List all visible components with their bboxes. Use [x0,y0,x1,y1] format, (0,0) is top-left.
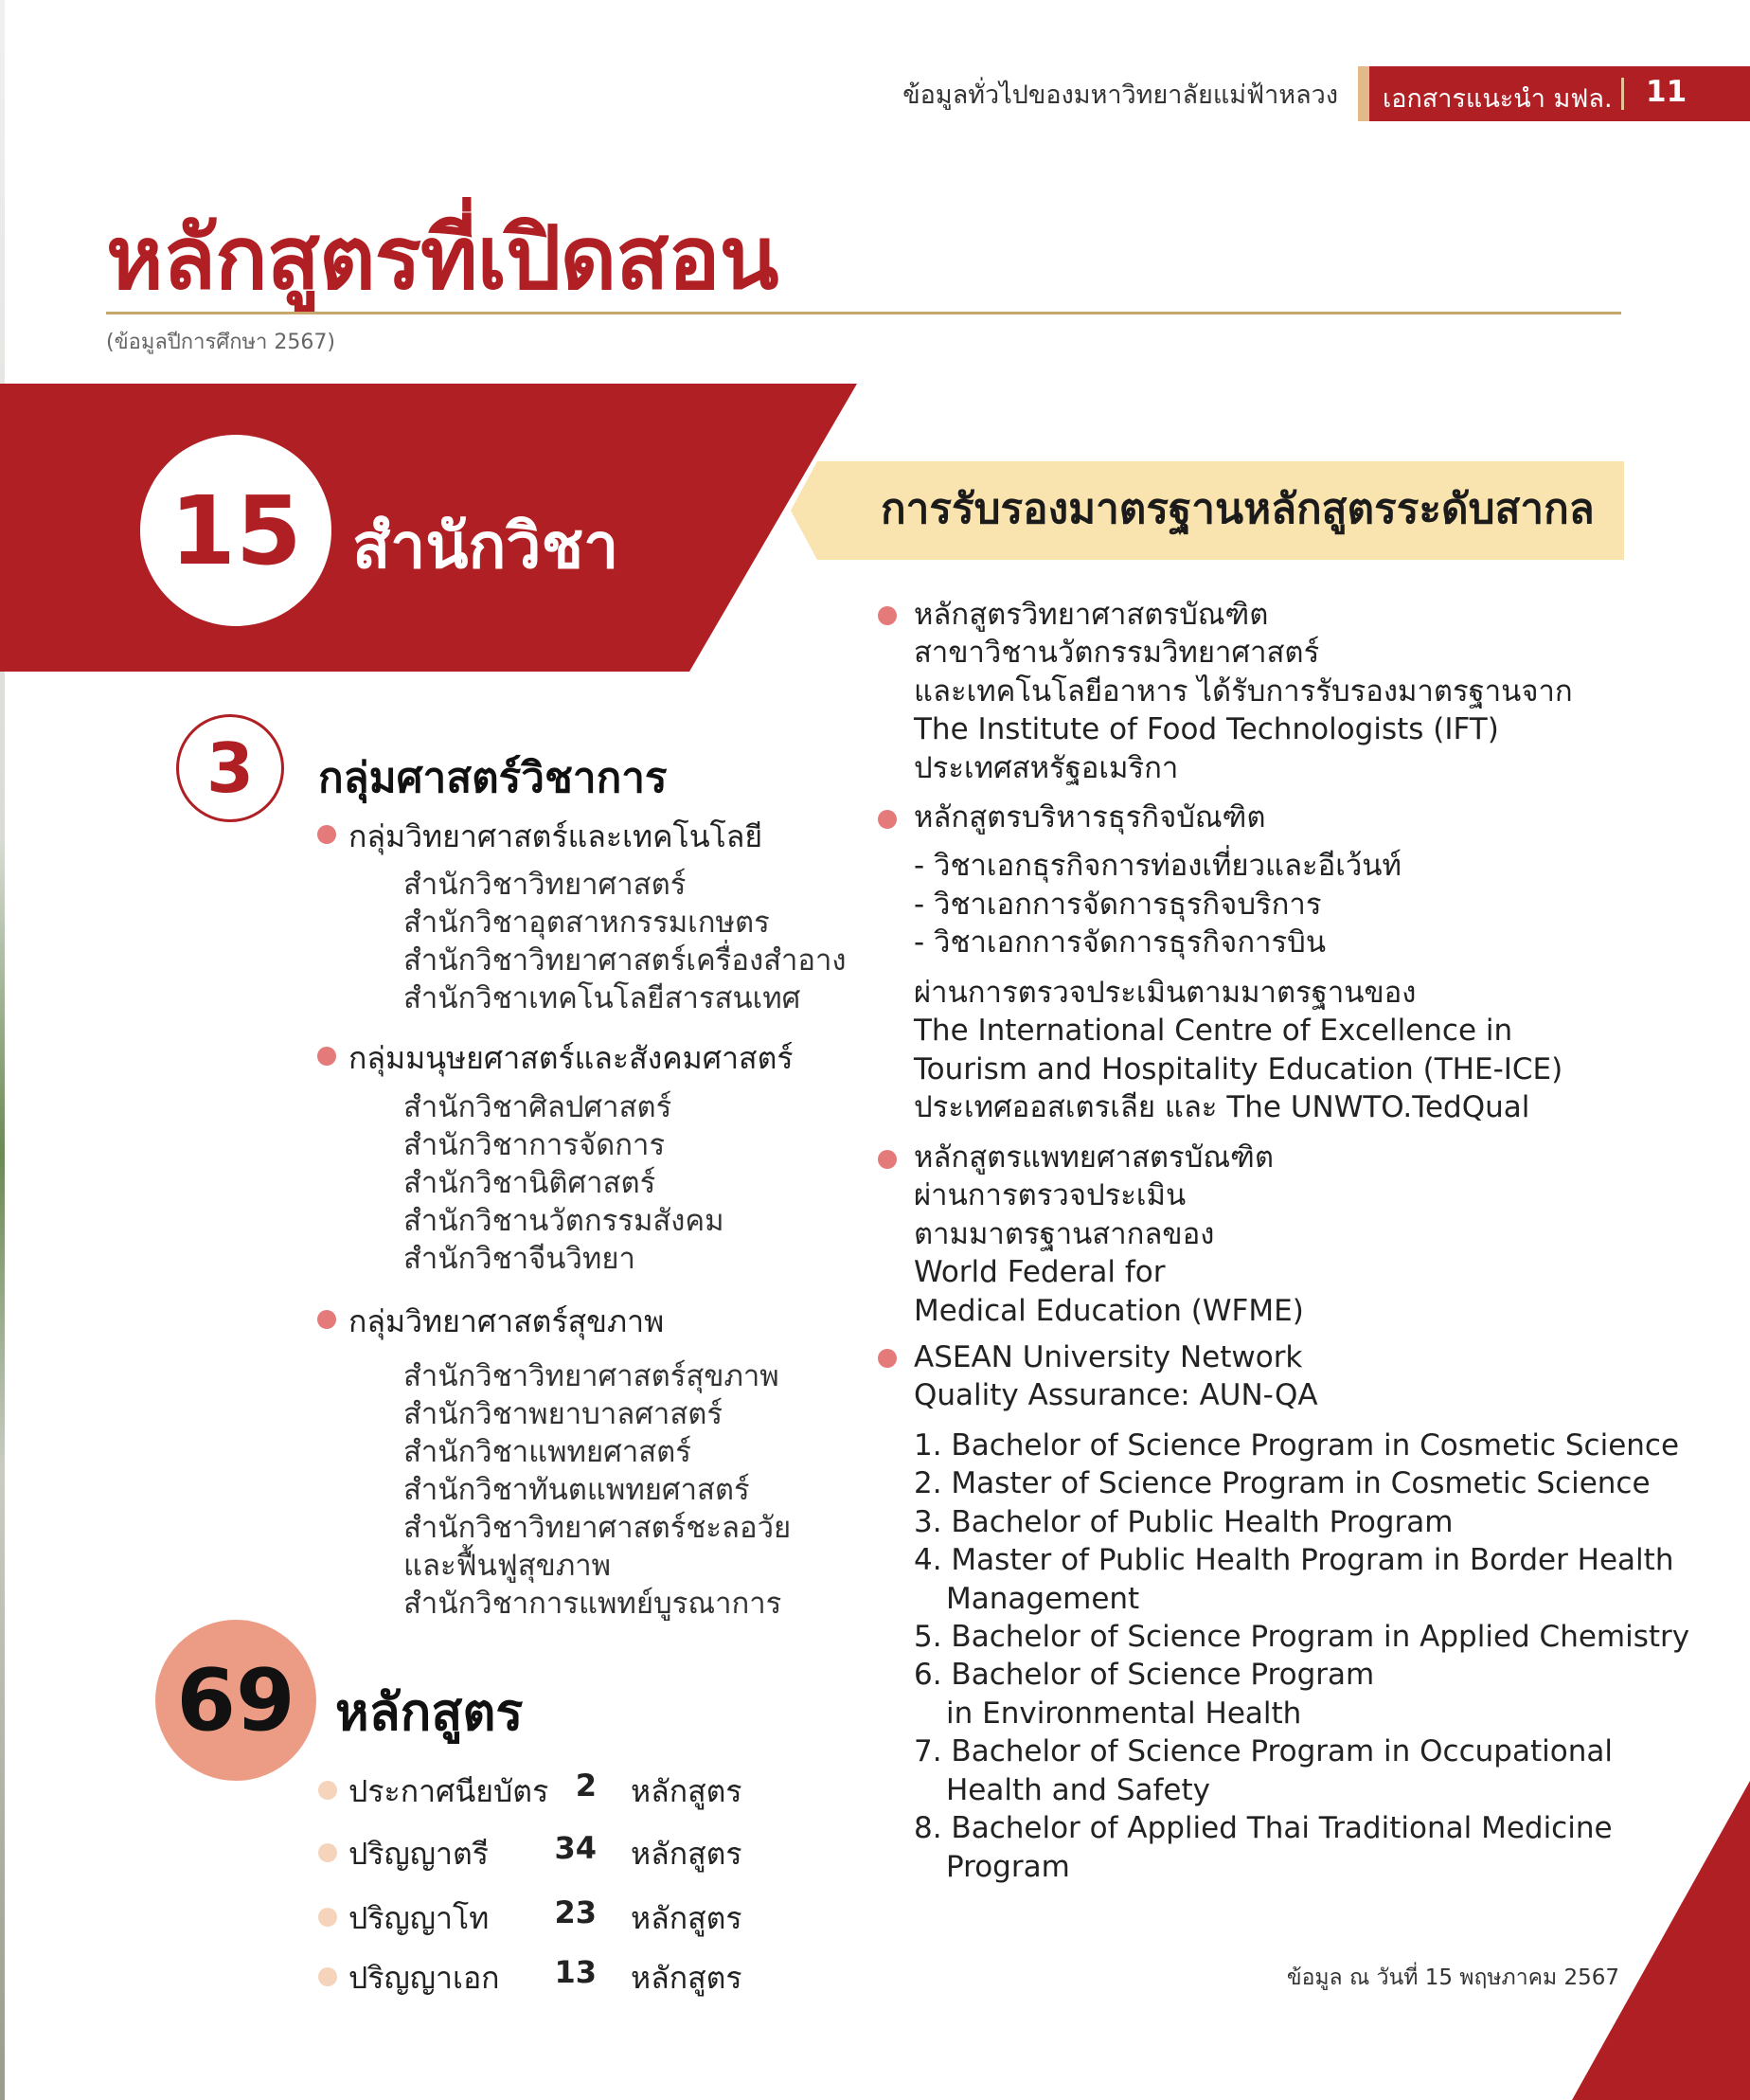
bullet-icon [318,1781,337,1800]
degree-level-name: ปริญญาโท [348,1900,490,1936]
school-item: สำนักวิชาแพทยศาสตร์ [403,1435,691,1469]
header-separator [1621,78,1624,110]
bullet-icon [878,606,897,625]
group-name: กลุ่มวิทยาศาสตร์และเทคโนโลยี [348,818,763,854]
bullet-icon [318,1967,337,1986]
school-item: สำนักวิชาพยาบาลศาสตร์ [403,1397,723,1431]
degree-level-name: ประกาศนียบัตร [348,1773,549,1809]
group-name: กลุ่มวิทยาศาสตร์สุขภาพ [348,1303,665,1339]
aun-program-item: 3. Bachelor of Public Health Program [914,1505,1454,1539]
major-item: - วิชาเอกธุรกิจการท่องเที่ยวและอีเว้นท์ [914,849,1402,883]
accreditation-text: สาขาวิชานวัตกรรมวิทยาศาสตร์ [914,636,1320,670]
programs-label: หลักสูตร [335,1682,524,1742]
school-item: สำนักวิชาจีนวิทยา [403,1242,635,1276]
aun-program-item: 2. Master of Science Program in Cosmetic Science [914,1466,1651,1500]
school-item: สำนักวิชาอุตสาหกรรมเกษตร [403,906,770,940]
school-item: สำนักวิชาวิทยาศาสตร์ชะลอวัย [403,1511,792,1545]
accreditation-text: The International Centre of Excellence in [914,1014,1513,1048]
school-item: สำนักวิชาศิลปศาสตร์ [403,1090,672,1124]
accreditation-text: หลักสูตรแพทยศาสตรบัณฑิต [914,1140,1275,1175]
aun-program-item: 8. Bachelor of Applied Thai Traditional Medicine [914,1811,1613,1845]
school-item: สำนักวิชานิติศาสตร์ [403,1166,656,1200]
accreditation-text: ผ่านการตรวจประเมิน [914,1178,1187,1212]
title-divider [106,312,1621,314]
school-item: สำนักวิชาเทคโนโลยีสารสนเทศ [403,981,801,1015]
aun-program-item: 1. Bachelor of Science Program in Cosmetic Science [914,1428,1680,1463]
school-item: สำนักวิชาวิทยาศาสตร์เครื่องสำอาง [403,943,847,978]
accreditation-text: ASEAN University Network [914,1340,1303,1374]
page-subtitle: (ข้อมูลปีการศึกษา 2567) [106,331,335,354]
accreditation-text: World Federal for [914,1255,1166,1289]
accreditation-text: ตามมาตรฐานสากลของ [914,1217,1215,1251]
accreditation-text: Tourism and Hospitality Education (THE-ICE) [914,1052,1563,1086]
page-title: หลักสูตรที่เปิดสอน [106,207,778,309]
aun-program-item: 6. Bachelor of Science Program [914,1658,1375,1692]
degree-level-count: 2 [575,1768,597,1804]
accreditation-text: The Institute of Food Technologists (IFT) [914,712,1499,746]
page-number: 11 [1646,75,1688,109]
groups-label: กลุ่มศาสตร์วิชาการ [318,754,668,802]
bullet-icon [317,825,336,844]
degree-level-unit: หลักสูตร [631,1960,742,1996]
programs-count-circle: 69 [155,1620,316,1781]
degree-level-unit: หลักสูตร [631,1900,742,1936]
degree-level-count: 13 [554,1954,597,1990]
school-item: สำนักวิชานวัตกรรมสังคม [403,1204,724,1238]
accreditation-title: การรับรองมาตรฐานหลักสูตรระดับสากล [881,485,1595,533]
aun-program-item: 4. Master of Public Health Program in Border Health [914,1543,1674,1577]
aun-program-item: Program [946,1850,1070,1884]
aun-program-item: Management [946,1582,1140,1616]
bullet-icon [878,1150,897,1169]
accreditation-text: Quality Assurance: AUN-QA [914,1378,1318,1412]
school-item: และฟื้นฟูสุขภาพ [403,1549,612,1583]
accreditation-text: ประเทศออสเตรเลีย และ The UNWTO.TedQual [914,1090,1530,1124]
schools-label: สำนักวิชา [352,510,619,583]
degree-level-count: 23 [554,1894,597,1930]
degree-level-name: ปริญญาตรี [348,1836,489,1872]
corner-decoration [1572,1781,1750,2100]
major-item: - วิชาเอกการจัดการธุรกิจบริการ [914,888,1322,922]
aun-program-item: 7. Bachelor of Science Program in Occupational [914,1734,1613,1768]
accreditation-text: Medical Education (WFME) [914,1294,1304,1328]
accreditation-text: หลักสูตรวิทยาศาสตรบัณฑิต [914,598,1269,632]
accreditation-text: หลักสูตรบริหารธุรกิจบัณฑิต [914,800,1266,835]
schools-count-circle: 15 [140,435,331,626]
aun-program-item: Health and Safety [946,1773,1210,1807]
group-name: กลุ่มมนุษยศาสตร์และสังคมศาสตร์ [348,1040,794,1076]
school-item: สำนักวิชาวิทยาศาสตร์ [403,868,687,902]
degree-level-name: ปริญญาเอก [348,1960,500,1996]
header-section-label: ข้อมูลทั่วไปของมหาวิทยาลัยแม่ฟ้าหลวง [902,81,1338,110]
accreditation-text: ผ่านการตรวจประเมินตามมาตรฐานของ [914,976,1417,1010]
school-item: สำนักวิชาการจัดการ [403,1128,666,1162]
groups-count-circle: 3 [176,714,284,822]
bullet-icon [878,1349,897,1368]
aun-program-item: 5. Bachelor of Science Program in Applied Chemistry [914,1620,1690,1654]
bullet-icon [878,810,897,829]
header-doc-title: เอกสารแนะนำ มฟล. [1383,84,1613,114]
degree-level-unit: หลักสูตร [631,1773,742,1809]
header-bar-accent [1358,66,1369,121]
degree-level-count: 34 [554,1830,597,1866]
edge-photo-strip [0,0,5,2100]
school-item: สำนักวิชาทันตแพทยศาสตร์ [403,1473,750,1507]
data-date-note: ข้อมูล ณ วันที่ 15 พฤษภาคม 2567 [1286,1965,1619,1990]
school-item: สำนักวิชาวิทยาศาสตร์สุขภาพ [403,1359,779,1393]
aun-program-item: in Environmental Health [946,1696,1302,1731]
bullet-icon [317,1047,336,1066]
accreditation-text: ประเทศสหรัฐอเมริกา [914,751,1179,785]
accreditation-text: และเทคโนโลยีอาหาร ได้รับการรับรองมาตรฐานจาก [914,674,1573,709]
bullet-icon [317,1310,336,1329]
major-item: - วิชาเอกการจัดการธุรกิจการบิน [914,925,1327,960]
school-item: สำนักวิชาการแพทย์บูรณาการ [403,1587,782,1621]
degree-level-unit: หลักสูตร [631,1836,742,1872]
bullet-icon [318,1843,337,1862]
bullet-icon [318,1908,337,1927]
